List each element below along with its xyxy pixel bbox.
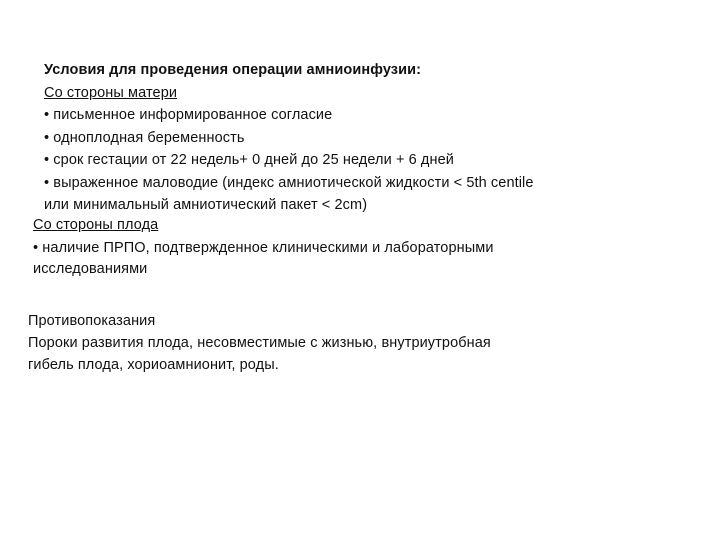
contraindications-line: гибель плода, хориоамнионит, роды. [28,357,279,373]
maternal-item: • письменное информированное согласие [44,107,333,123]
contraindications-heading: Противопоказания [28,313,156,329]
maternal-item: • выраженное маловодие (индекс амниотической жидкости < 5th centile [44,175,534,191]
maternal-item-continuation: или минимальный амниотический пакет < 2cm) [44,197,368,213]
fetal-item-continuation: исследованиями [33,261,148,277]
fetal-heading: Со стороны плода [33,217,159,233]
maternal-heading: Со стороны матери [44,85,178,101]
maternal-item: • одноплодная беременность [44,130,245,146]
contraindications-line: Пороки развития плода, несовместимые с жизнью, внутриутробная [28,335,491,351]
maternal-item: • срок гестации от 22 недель+ 0 дней до 25 недели + 6 дней [44,152,454,168]
fetal-item: • наличие ПРПО, подтвержденное клиническими и лабораторными [33,240,494,256]
conditions-title: Условия для проведения операции амниоинфузии: [44,62,422,78]
